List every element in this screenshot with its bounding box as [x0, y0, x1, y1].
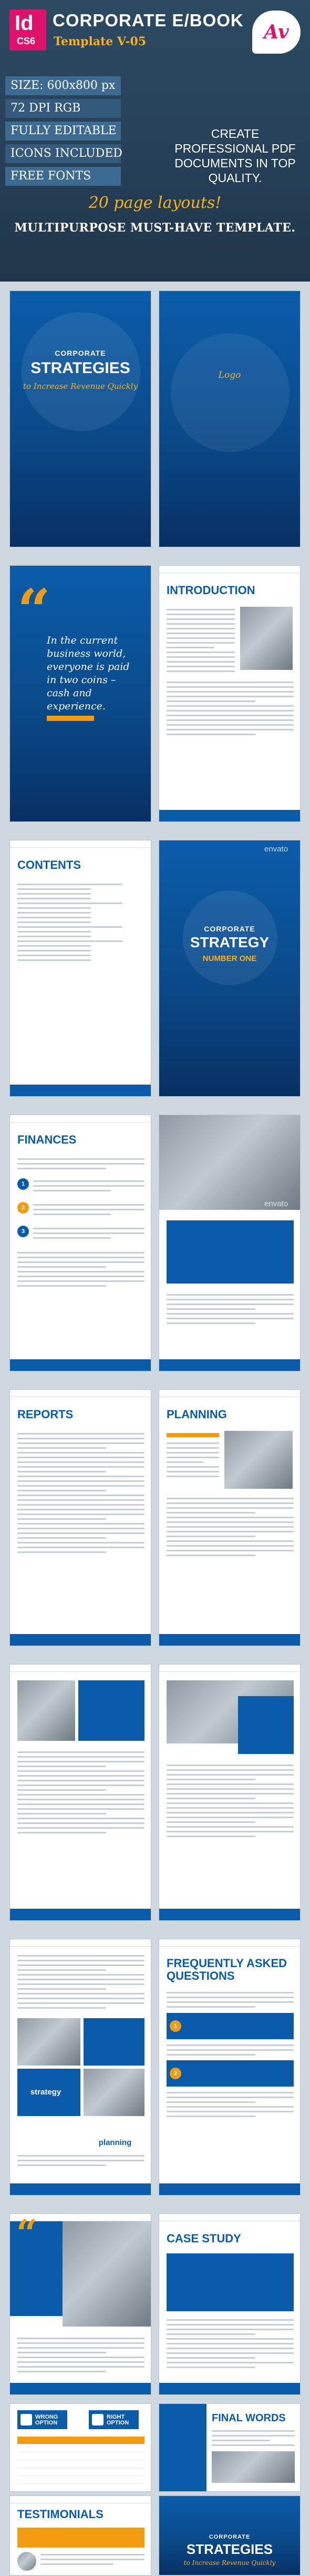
quote-text: In the current business world, everyone is paid in two coins – cash and experience.	[47, 635, 130, 712]
page-header	[10, 1390, 151, 1397]
back-cover-orange: to Increase Revenue Quickly	[183, 2559, 276, 2567]
sidebar-box	[159, 2404, 206, 2492]
office-photo	[159, 1115, 301, 1210]
cover-page	[9, 290, 151, 547]
page-title: FREQUENTLY ASKED QUESTIONS	[167, 1957, 287, 1982]
product-subtitle: Template V-05	[54, 35, 147, 48]
notebook-photo	[212, 2451, 295, 2483]
feature-item: ICONS INCLUDED	[5, 144, 121, 163]
body-text	[33, 1228, 144, 1242]
final-words-page	[159, 2403, 301, 2492]
back-cover-page	[159, 2495, 301, 2575]
step-number: 1	[17, 1178, 29, 1190]
body-text	[167, 2319, 294, 2371]
page-footer	[10, 1909, 151, 1920]
feature-item: SIZE: 600x800 px	[5, 76, 121, 95]
faq-page	[159, 1939, 301, 2196]
strategy-page	[159, 840, 301, 1097]
gallery-photo	[17, 2018, 80, 2066]
gallery-page	[9, 1939, 151, 2196]
body-text	[33, 1204, 144, 1218]
body-text	[17, 1751, 144, 1837]
body-text	[17, 1433, 144, 1556]
page-title: FINAL WORDS	[212, 2412, 286, 2424]
page-header	[10, 1665, 151, 1672]
page-header	[10, 1939, 151, 1947]
page-header	[159, 566, 300, 573]
body-text	[167, 681, 294, 738]
gallery-tile	[84, 2018, 144, 2066]
body-text	[167, 2044, 294, 2059]
strategy-big: STRATEGY	[190, 934, 270, 950]
testimonials-page	[9, 2495, 151, 2575]
body-text	[167, 609, 235, 675]
options-page	[9, 2403, 151, 2492]
watermark: envato	[264, 1199, 288, 1208]
preview-row	[0, 1106, 310, 1380]
reports-page	[9, 1389, 151, 1646]
woman-portrait-photo	[63, 2221, 151, 2327]
page-footer	[10, 2183, 151, 2195]
body-text	[212, 2430, 295, 2449]
x-icon	[20, 2414, 32, 2425]
highlight-bar	[167, 1433, 219, 1437]
page-footer	[10, 1634, 151, 1646]
logo-label: Logo	[218, 370, 241, 380]
back-cover-big: STRATEGIES	[186, 2541, 273, 2557]
info-box	[167, 1220, 294, 1284]
page-header	[159, 1665, 300, 1672]
body-text	[167, 1498, 294, 1559]
faq-item	[167, 2060, 294, 2087]
preview-row	[0, 831, 310, 1106]
planning-photo	[224, 1431, 293, 1489]
right-option-label: RIGHT OPTION	[107, 2414, 129, 2426]
contents-page	[9, 840, 151, 1097]
page-footer	[10, 2383, 151, 2394]
preview-row	[0, 556, 310, 831]
indesign-logo-icon	[9, 9, 46, 51]
gallery-photo	[84, 2069, 144, 2116]
body-text	[17, 1252, 144, 1290]
badge-text: Av	[264, 21, 289, 43]
page-layouts-label: 20 page layouts!	[88, 194, 222, 212]
faq-number: 2	[170, 2068, 181, 2079]
logo-page	[159, 290, 301, 547]
page-footer	[159, 810, 300, 821]
page-title: REPORTS	[17, 1408, 74, 1421]
back-cover-top: CORPORATE	[209, 2534, 251, 2540]
finances-photo-page	[159, 1115, 301, 1371]
wrong-option-label: WRONG OPTION	[35, 2414, 58, 2426]
page-header	[10, 840, 151, 848]
body-text	[40, 2554, 144, 2568]
case-study-page	[159, 2213, 301, 2395]
step-number: 3	[17, 1226, 29, 1237]
preview-row	[0, 1380, 310, 1655]
toc-list	[17, 884, 122, 964]
page-header	[159, 1939, 300, 1947]
body-text	[167, 1765, 294, 1840]
multipurpose-label: MULTIPURPOSE MUST-HAVE TEMPLATE.	[14, 221, 296, 235]
data-table	[17, 2437, 144, 2484]
body-text	[167, 1294, 294, 1327]
body-text	[167, 1992, 294, 2011]
preview-row	[0, 2204, 310, 2399]
quote-author-bar	[47, 716, 94, 721]
wrong-option-box	[17, 2410, 67, 2429]
team-photo-page	[159, 1664, 301, 1921]
cover-top: CORPORATE	[55, 349, 106, 357]
feature-list	[5, 76, 121, 189]
page-title: CONTENTS	[17, 858, 81, 871]
page-title: TESTIMONIALS	[17, 2508, 104, 2521]
body-text	[17, 1955, 144, 2012]
page-footer	[10, 1085, 151, 1096]
cover-orange: to Increase Revenue Quickly	[23, 382, 138, 391]
person-photo	[240, 607, 293, 670]
feature-item: FULLY EDITABLE	[5, 122, 121, 141]
preview-row	[0, 282, 310, 556]
page-title: FINANCES	[17, 1133, 77, 1146]
page-title: INTRODUCTION	[167, 584, 255, 597]
page-title: CASE STUDY	[167, 2232, 241, 2245]
cover-big: STRATEGIES	[30, 359, 130, 377]
feature-item: FREE FONTS	[5, 167, 121, 186]
avatar	[17, 2552, 36, 2571]
page-footer	[10, 1359, 151, 1371]
page-header	[159, 2214, 300, 2221]
preview-row	[0, 1930, 310, 2204]
body-text	[17, 2155, 144, 2169]
testimonial-box	[17, 2528, 144, 2548]
introduction-page	[159, 565, 301, 822]
strategy-label: strategy	[30, 2088, 61, 2097]
body-text	[17, 1158, 144, 1172]
body-text	[33, 1180, 144, 1195]
page-header	[10, 1115, 151, 1122]
info-box	[78, 1680, 144, 1741]
page-header	[10, 2496, 151, 2503]
page-header	[159, 1390, 300, 1397]
page-title: PLANNING	[167, 1408, 227, 1421]
page-footer	[159, 2383, 300, 2394]
tagline: CREATE PROFESSIONAL PDF DOCUMENTS IN TOP QUALITY.	[174, 127, 296, 185]
step-number: 2	[17, 1202, 29, 1214]
finances-page	[9, 1115, 151, 1371]
logo-letters: Id	[15, 12, 34, 35]
photo-text-page	[9, 1664, 151, 1921]
quote-mark-icon: “	[17, 576, 51, 644]
quote-page	[9, 565, 151, 822]
preview-row	[0, 2399, 310, 2576]
promo-header	[0, 0, 310, 282]
planning-label: planning	[98, 2138, 132, 2147]
planning-page	[159, 1389, 301, 1646]
page-footer	[159, 2183, 300, 2195]
logo-circle	[171, 333, 290, 452]
woman-photo	[17, 1680, 75, 1741]
quote-mark-icon: “	[16, 2213, 38, 2255]
preview-row	[0, 1655, 310, 1930]
faq-item	[167, 2013, 294, 2039]
body-text	[167, 2092, 294, 2120]
acrobat-badge-icon	[252, 11, 301, 54]
case-study-box	[167, 2253, 294, 2311]
body-text	[17, 2338, 144, 2375]
feature-item: 72 DPI RGB	[5, 99, 121, 118]
faq-number: 1	[170, 2020, 181, 2032]
strategy-top: CORPORATE	[204, 925, 255, 933]
portrait-page	[9, 2213, 151, 2395]
strategy-orange: NUMBER ONE	[202, 954, 257, 963]
watermark: envato	[264, 845, 288, 854]
check-icon	[92, 2414, 104, 2425]
page-footer	[159, 1634, 300, 1646]
product-title: CORPORATE E/BOOK	[53, 11, 244, 30]
page-footer	[159, 1909, 300, 1920]
info-box	[238, 1696, 294, 1754]
body-text	[167, 1442, 219, 1480]
logo-version: CS6	[17, 36, 36, 46]
page-footer	[159, 1359, 300, 1371]
right-option-box	[89, 2410, 139, 2429]
